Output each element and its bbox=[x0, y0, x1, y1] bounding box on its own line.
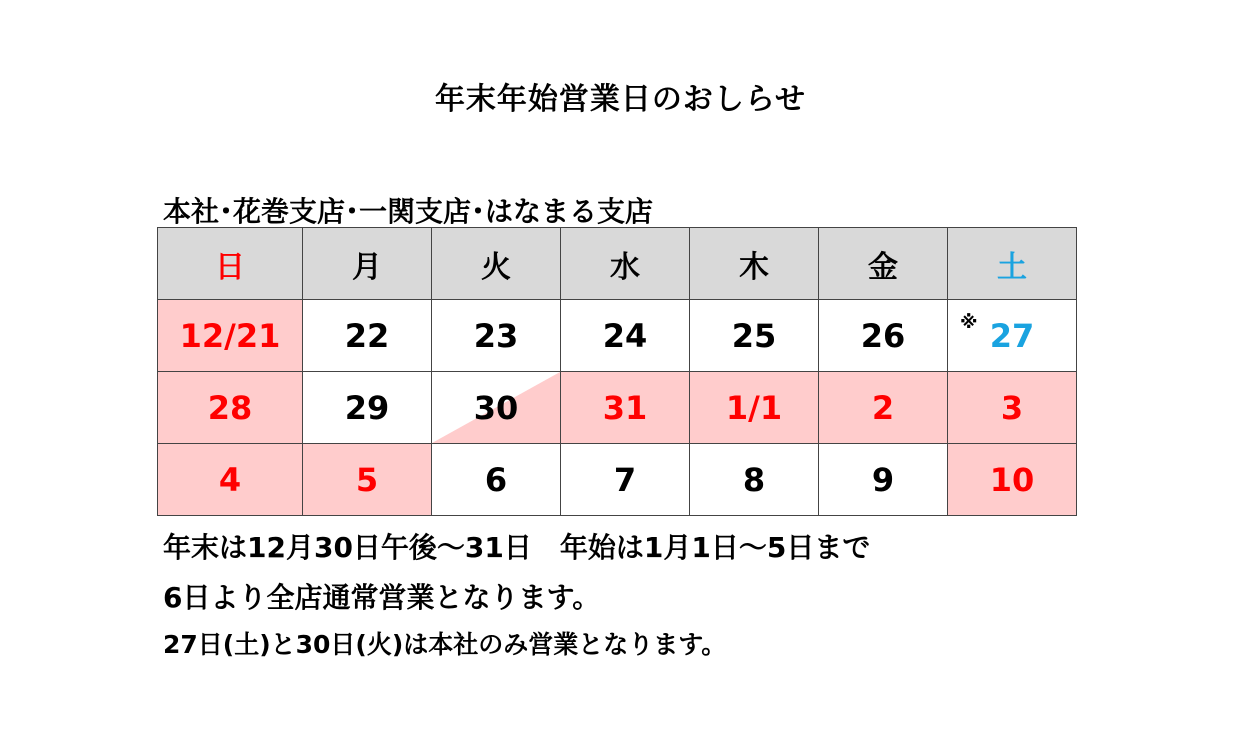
day-cell: 12/21 bbox=[158, 300, 303, 372]
day-cell-special bbox=[948, 300, 1077, 372]
day-cell: 1/1 bbox=[690, 372, 819, 444]
day-cell: 22 bbox=[303, 300, 432, 372]
page-title: 年末年始営業日のおしらせ bbox=[434, 82, 807, 117]
day-cell: 6 bbox=[432, 444, 561, 516]
weekday-sun: 日 bbox=[158, 228, 303, 300]
week-row bbox=[158, 372, 1077, 444]
note-mark: ※ bbox=[960, 312, 978, 333]
holiday-calendar bbox=[157, 227, 1077, 516]
day-cell: 28 bbox=[158, 372, 303, 444]
day-cell: 4 bbox=[158, 444, 303, 516]
day-number: 30 bbox=[473, 388, 519, 427]
weekday-header-row bbox=[158, 228, 1077, 300]
day-cell: 10 bbox=[948, 444, 1077, 516]
day-cell-half-holiday bbox=[432, 372, 561, 444]
weekday-sat: 土 bbox=[948, 228, 1077, 300]
day-cell: 29 bbox=[303, 372, 432, 444]
note-reopen: 6日より全店通常営業となります。 bbox=[163, 581, 601, 614]
day-cell: 9 bbox=[819, 444, 948, 516]
note-closure-period: 年末は12月30日午後～31日 年始は1月1日～5日まで bbox=[163, 531, 871, 564]
day-cell: 26 bbox=[819, 300, 948, 372]
day-cell: 24 bbox=[561, 300, 690, 372]
day-cell: 25 bbox=[690, 300, 819, 372]
day-number: 27 bbox=[989, 316, 1035, 355]
weekday-tue: 火 bbox=[432, 228, 561, 300]
day-cell: 23 bbox=[432, 300, 561, 372]
weekday-thu: 木 bbox=[690, 228, 819, 300]
day-cell: 3 bbox=[948, 372, 1077, 444]
note-head-office: 27日(土)と30日(火)は本社のみ営業となります。 bbox=[163, 630, 727, 659]
branch-list: 本社･花巻支店･一関支店･はなまる支店 bbox=[163, 195, 654, 228]
weekday-wed: 水 bbox=[561, 228, 690, 300]
week-row bbox=[158, 444, 1077, 516]
day-cell: 7 bbox=[561, 444, 690, 516]
weekday-mon: 月 bbox=[303, 228, 432, 300]
weekday-fri: 金 bbox=[819, 228, 948, 300]
day-cell: 2 bbox=[819, 372, 948, 444]
day-cell: 31 bbox=[561, 372, 690, 444]
week-row bbox=[158, 300, 1077, 372]
day-cell: 8 bbox=[690, 444, 819, 516]
day-cell: 5 bbox=[303, 444, 432, 516]
